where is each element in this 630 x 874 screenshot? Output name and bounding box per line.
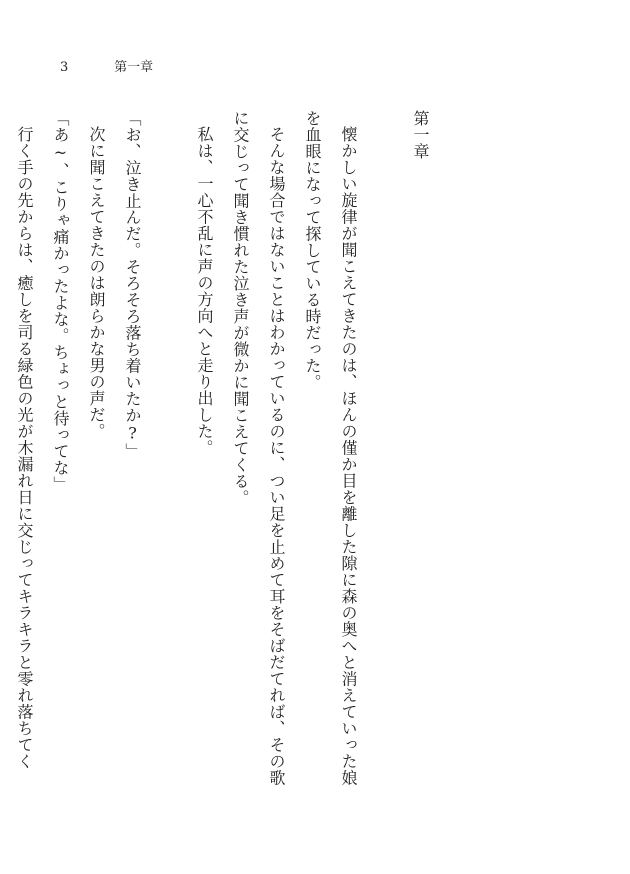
page-number: 3 (60, 60, 69, 75)
paragraph-3: 私は、一心不乱に声の方向へと走り出した。 (195, 126, 214, 456)
paragraph-5: 行く手の先からは、癒しを司る緑色の光が木漏れ日に交じってキラキラと零れ落ちてく (15, 126, 34, 770)
paragraph-2: そんな場合ではないことはわかっているのに、つい足を止めて耳をそばだてれば、その歌に交じって聞き慣れた泣き声が微かに聞こえてくる。 (231, 110, 286, 786)
dialogue-1: 「お、泣き止んだ。そろそろ落ち着いたか?」 (123, 110, 142, 460)
dialogue-2: 「あ~、こりゃ痛かったよな。ちょっと待ってな」 (51, 110, 70, 493)
paragraph-1: 懐かしい旋律が聞こえてきたのは、ほんの僅か目を離した隙に森の奥へと消えていった娘を血眼になって探している時だった。 (303, 110, 358, 786)
vertical-body-text (0, 110, 438, 800)
running-chapter-title: 第一章 (114, 60, 154, 75)
paragraph-4: 次に聞こえてきたのは朗らかな男の声だ。 (87, 126, 106, 440)
chapter-title: 第一章 (411, 110, 430, 160)
running-header (60, 60, 153, 76)
